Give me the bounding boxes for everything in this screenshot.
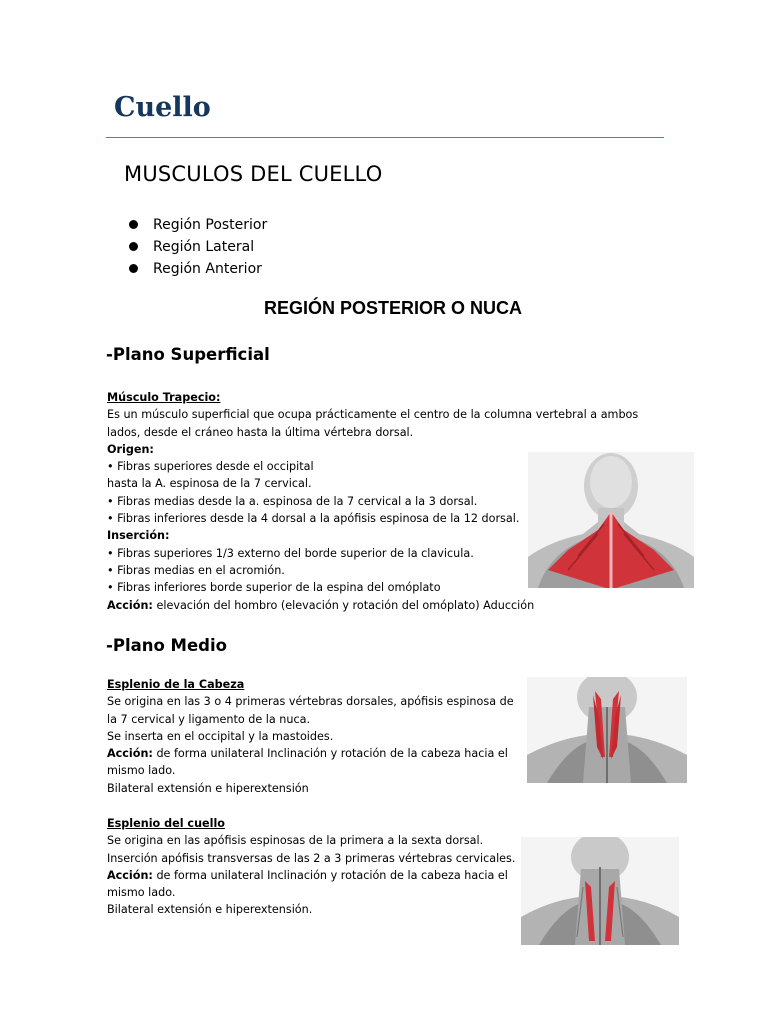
- origen-item: • Fibras medias desde la a. espinosa de la 7 cervical a la 3 dorsal.: [107, 494, 478, 508]
- accion-label: Acción:: [107, 598, 153, 612]
- trapecio-desc: Es un músculo superficial que ocupa prácticamente el centro de la columna vertebral a ambos: [107, 408, 639, 422]
- accion-text: de forma unilateral Inclinación y rotación de la cabeza hacia el: [152, 747, 508, 761]
- bilateral-text: Bilateral extensión e hiperextensión.: [107, 903, 313, 917]
- accion-text: mismo lado.: [107, 764, 176, 778]
- bullet-icon: [129, 220, 138, 229]
- trapecio-desc: lados, desde el cráneo hasta la última vértebra dorsal.: [107, 425, 414, 439]
- plano-medio-heading: -Plano Medio: [106, 636, 227, 655]
- accion-text: elevación del hombro (elevación y rotación del omóplato) Aducción: [152, 598, 535, 612]
- esplenio-cabeza-text: Se origina en las 3 o 4 primeras vértebras dorsales, apófisis espinosa de: [107, 695, 514, 709]
- plano-superficial-heading: -Plano Superficial: [106, 345, 270, 364]
- esplenio-cabeza-illustration: [527, 677, 687, 783]
- title-divider: [106, 137, 664, 138]
- trapecio-title: Músculo Trapecio:: [107, 391, 221, 404]
- insercion-label: Inserción:: [107, 529, 170, 543]
- region-list: [129, 215, 267, 281]
- insercion-item: • Fibras medias en el acromión.: [107, 563, 285, 577]
- list-item: Región Anterior: [129, 259, 267, 281]
- posterior-heading: REGIÓN POSTERIOR O NUCA: [263, 298, 523, 318]
- esplenio-cabeza-text: la 7 cervical y ligamento de la nuca.: [107, 712, 311, 726]
- esplenio-cabeza-title: Esplenio de la Cabeza: [107, 678, 245, 691]
- bilateral-text: Bilateral extensión e hiperextensión: [107, 781, 309, 795]
- esplenio-cuello-text: Inserción apófisis transversas de las 2 a 3 primeras vértebras cervicales.: [107, 851, 516, 865]
- section-heading: MUSCULOS DEL CUELLO: [124, 162, 383, 186]
- accion-text: mismo lado.: [107, 886, 176, 900]
- list-item: Región Lateral: [129, 237, 267, 259]
- origen-item: hasta la A. espinosa de la 7 cervical.: [107, 477, 312, 491]
- esplenio-cuello-title: Esplenio del cuello: [107, 817, 225, 830]
- esplenio-cabeza-text: Se inserta en el occipital y la mastoides.: [107, 729, 334, 743]
- esplenio-cabeza-section: [107, 676, 514, 797]
- bullet-icon: [129, 242, 138, 251]
- insercion-item: • Fibras superiores 1/3 externo del borde superior de la clavicula.: [107, 546, 474, 560]
- esplenio-cuello-text: Se origina en las apófisis espinosas de la primera a la sexta dorsal.: [107, 834, 484, 848]
- accion-text: de forma unilateral Inclinación y rotación de la cabeza hacia el: [152, 868, 508, 882]
- insercion-item: • Fibras inferiores borde superior de la espina del omóplato: [107, 581, 441, 595]
- bullet-icon: [129, 264, 138, 273]
- origen-label: Origen:: [107, 442, 154, 456]
- esplenio-cuello-section: [107, 815, 515, 919]
- trapecio-illustration: [528, 452, 694, 588]
- list-item: Región Posterior: [129, 215, 267, 237]
- origen-item: • Fibras inferiores desde la 4 dorsal a la apófisis espinosa de la 12 dorsal.: [107, 512, 520, 526]
- document-title: Cuello: [114, 92, 211, 123]
- accion-label: Acción:: [107, 747, 153, 761]
- origen-item: • Fibras superiores desde el occipital: [107, 460, 314, 474]
- accion-label: Acción:: [107, 868, 153, 882]
- esplenio-cuello-illustration: [521, 837, 679, 945]
